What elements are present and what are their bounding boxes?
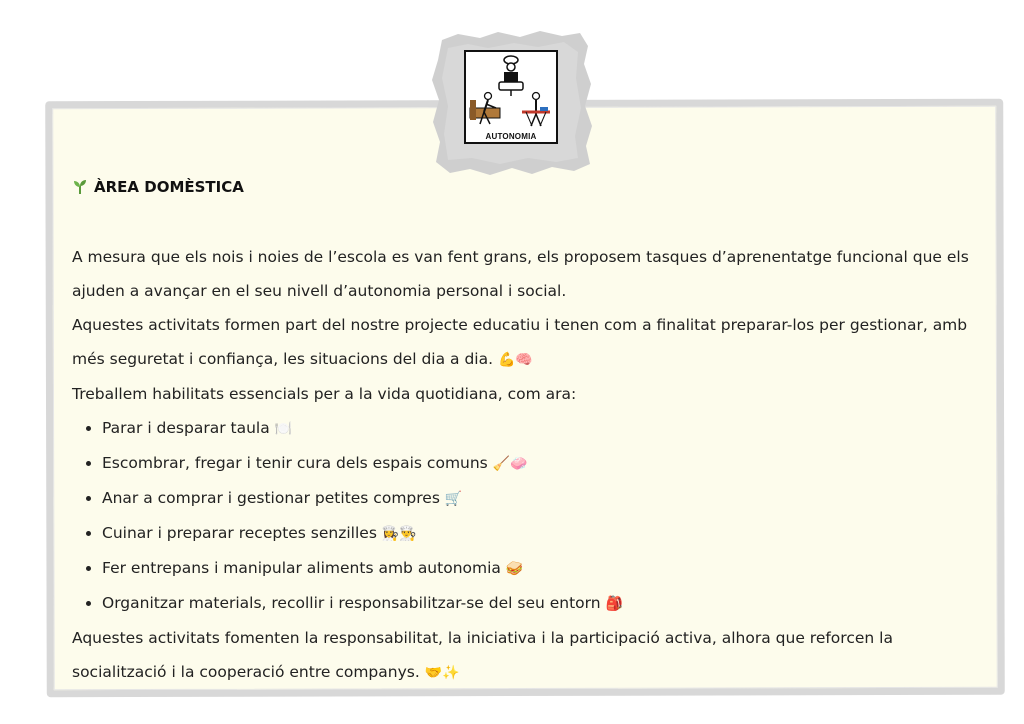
closing-text: Aquestes activitats fomenten la responsabilitat, la iniciativa i la participació activa, alhora que reforcen la socialització i la cooperació entre companys.	[72, 629, 893, 681]
intro-paragraph-2	[72, 308, 992, 377]
list-item: • Parar i desparar taula 🍽️	[102, 411, 992, 446]
list-item: • Organitzar materials, recollir i responsabilitzar-se del seu entorn 🎒	[102, 586, 992, 621]
skills-list	[72, 411, 992, 621]
list-item: • Escombrar, fregar i tenir cura dels espais comuns 🧹🧼	[102, 446, 992, 481]
badge	[428, 28, 596, 178]
intro-paragraph-2-text: Aquestes activitats formen part del nostre projecte educatiu i tenen com a finalitat preparar-los per gestionar, amb més seguretat i confiança, les situacions del dia a dia.	[72, 316, 968, 368]
intro-paragraph-1: A mesura que els nois i noies de l’escola es van fent grans, els proposem tasques d’aprenentatge funcional que els ajuden a avançar en el seu nivell d’autonomia personal i social.	[72, 248, 969, 300]
section-title: ÀREA DOMÈSTICA	[94, 178, 244, 196]
list-item: • Cuinar i preparar receptes senzilles 👩‍🍳👨‍🍳	[102, 516, 992, 551]
body-text	[72, 240, 992, 690]
section-heading	[72, 178, 244, 196]
list-item: • Anar a comprar i gestionar petites compres 🛒	[102, 481, 992, 516]
intro-paragraph-2-emoji: 💪🧠	[497, 352, 533, 368]
closing-emoji: 🤝✨	[424, 665, 460, 681]
autonomy-pictogram-icon	[464, 50, 558, 144]
closing-paragraph	[72, 621, 992, 690]
list-intro: Treballem habilitats essencials per a la vida quotidiana, com ara:	[72, 385, 577, 403]
badge-caption: AUTONOMIA	[485, 132, 537, 141]
list-item: • Fer entrepans i manipular aliments amb autonomia 🥪	[102, 551, 992, 586]
seedling-icon	[72, 179, 88, 195]
